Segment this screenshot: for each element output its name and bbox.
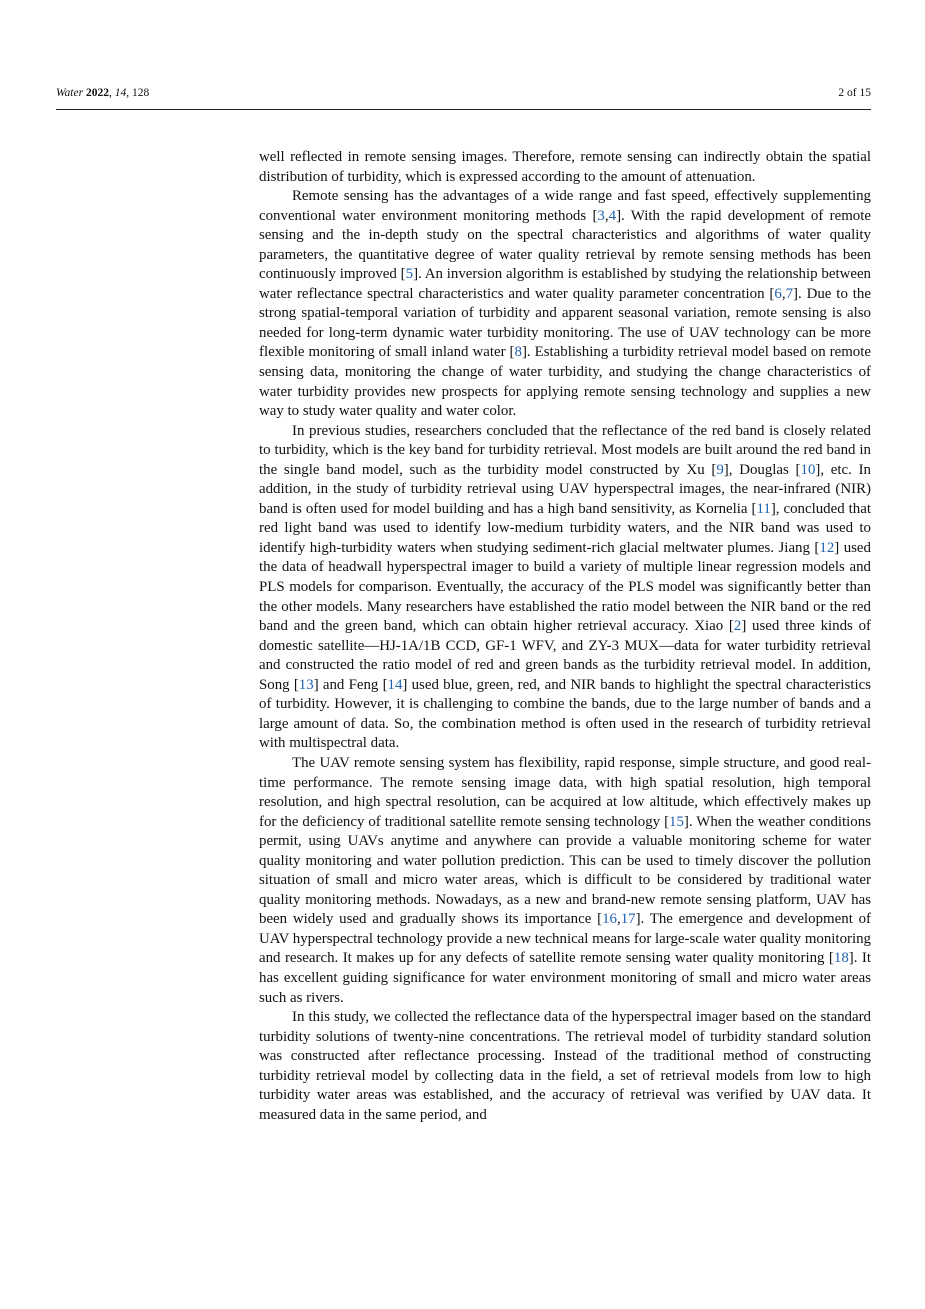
citation-link[interactable]: 6: [774, 285, 782, 302]
citation-link[interactable]: 4: [608, 207, 617, 224]
header-rule: [56, 109, 871, 110]
citation-link[interactable]: 15: [669, 813, 684, 830]
paragraph: Remote sensing has the advantages of a wide range and fast speed, effectively supplementing conventional water environment monitoring methods [3,4]. With the rapid development of remote sensing and the in-depth study on the spectral characteristics and algorithms of water quality parameters, the quantitative degree of water quality retrieval by remote sensing methods has been continuously improved [5]. An inversion algorithm is established by studying the relationship between water reflectance spectral characteristics and water quality parameter concentration [6,7]. Due to the strong spatial-temporal variation of turbidity and apparent seasonal variation, remote sensing is also needed for long-term dynamic water turbidity monitoring. The use of UAV technology can be more flexible monitoring of small inland water [8]. Establishing a turbidity retrieval model based on remote sensing data, monitoring the change of water turbidity, and studying the change characteristics of water turbidity provides new prospects for applying remote sensing technology and supplies a new way to study water quality and water color.: [259, 188, 872, 420]
citation-link[interactable]: 17: [620, 911, 636, 928]
journal-volume: 14: [114, 87, 127, 99]
citation-link[interactable]: 18: [833, 950, 849, 967]
journal-year: 2022: [85, 87, 109, 99]
paragraph: In this study, we collected the reflectance data of the hyperspectral imager based on the standard turbidity solutions of twenty-nine concentrations. The retrieval model of turbidity standard solution was constructed after reflectance processing. Instead of the traditional method of constructing turbidity retrieval model by collecting data in the field, a set of retrieval models from low to high turbidity water areas was established, and the accuracy of retrieval was verified by UAV data. It measured data in the same period, and: [259, 1009, 871, 1123]
body-text: [259, 148, 871, 1125]
citation-link[interactable]: 13: [298, 676, 314, 693]
journal-name: Water: [56, 87, 84, 99]
citation-link[interactable]: 16: [602, 911, 617, 928]
journal-citation: Water 2022, 14, 128: [56, 87, 150, 99]
citation-link[interactable]: 3: [597, 207, 605, 224]
page-number: 2 of 15: [838, 87, 871, 99]
citation-link[interactable]: 12: [819, 539, 835, 556]
citation-link[interactable]: 7: [785, 285, 794, 302]
citation-link[interactable]: 9: [716, 461, 724, 478]
citation-link[interactable]: 8: [514, 344, 522, 361]
paragraph: The UAV remote sensing system has flexibility, rapid response, simple structure, and good real-time performance. The remote sensing image data, with high spatial resolution, high temporal resolution, and high spectral resolution, can be acquired at low altitude, which effectively makes up for the deficiency of traditional satellite remote sensing technology [15]. When the weather conditions permit, using UAVs anytime and anywhere can provide a valuable monitoring scheme for water quality monitoring and water pollution prediction. This can be used to timely discover the pollution situation of small and micro water areas, which is difficult to be considered by traditional water quality monitoring methods. Nowadays, as a new and brand-new remote sensing platform, UAV has been widely used and gradually shows its importance [16,17]. The emergence and development of UAV hyperspectral technology provide a new technical means for large-scale water quality monitoring and research. It makes up for any defects of satellite remote sensing water quality monitoring [18]. It has excellent guiding significance for water environment monitoring of small and micro water areas such as rivers.: [259, 754, 872, 1006]
article-number: 128: [131, 87, 150, 99]
citation-link[interactable]: 5: [405, 266, 414, 283]
citation-link[interactable]: 2: [733, 618, 742, 635]
paragraph: well reflected in remote sensing images. Therefore, remote sensing can indirectly obtain the spatial distribution of turbidity, which is expressed according to the amount of attenuation.: [259, 149, 871, 185]
running-header: [56, 87, 871, 107]
paragraph: In previous studies, researchers concluded that the reflectance of the red band is closely related to turbidity, which is the key band for turbidity retrieval. Most models are built around the red band in the single band model, such as the turbidity model constructed by Xu [9], Douglas [10], etc. In addition, in the study of turbidity retrieval using UAV hyperspectral images, the near-infrared (NIR) band is often used for model building and has a high band sensitivity, as Kornelia [11], concluded that red light band was used to identify low-medium turbidity waters, and the NIR band was used to identify high-turbidity waters when studying sediment-rich glacial meltwater plumes. Jiang [12] used the data of headwall hyperspectral imager to build a variety of multiple linear regression models and PLS models for comparison. Eventually, the accuracy of the PLS model was significantly better than the other models. Many researchers have established the ratio model between the NIR band or the red band and the green band, which can obtain higher retrieval accuracy. Xiao [2] used three kinds of domestic satellite—HJ-1A/1B CCD, GF-1 WFV, and ZY-3 MUX—data for water turbidity retrieval and constructed the ratio model of red and green bands as the turbidity retrieval model. In addition, Song [13] and Feng [14] used blue, green, red, and NIR bands to highlight the spectral characteristics of turbidity. However, it is challenging to combine the bands, due to the large number of bands and a large amount of data. So, the combination method is often used in the research of turbidity retrieval with multispectral data.: [259, 422, 872, 752]
citation-link[interactable]: 14: [387, 676, 403, 693]
citation-link[interactable]: 10: [800, 461, 816, 478]
citation-link[interactable]: 11: [756, 500, 771, 517]
